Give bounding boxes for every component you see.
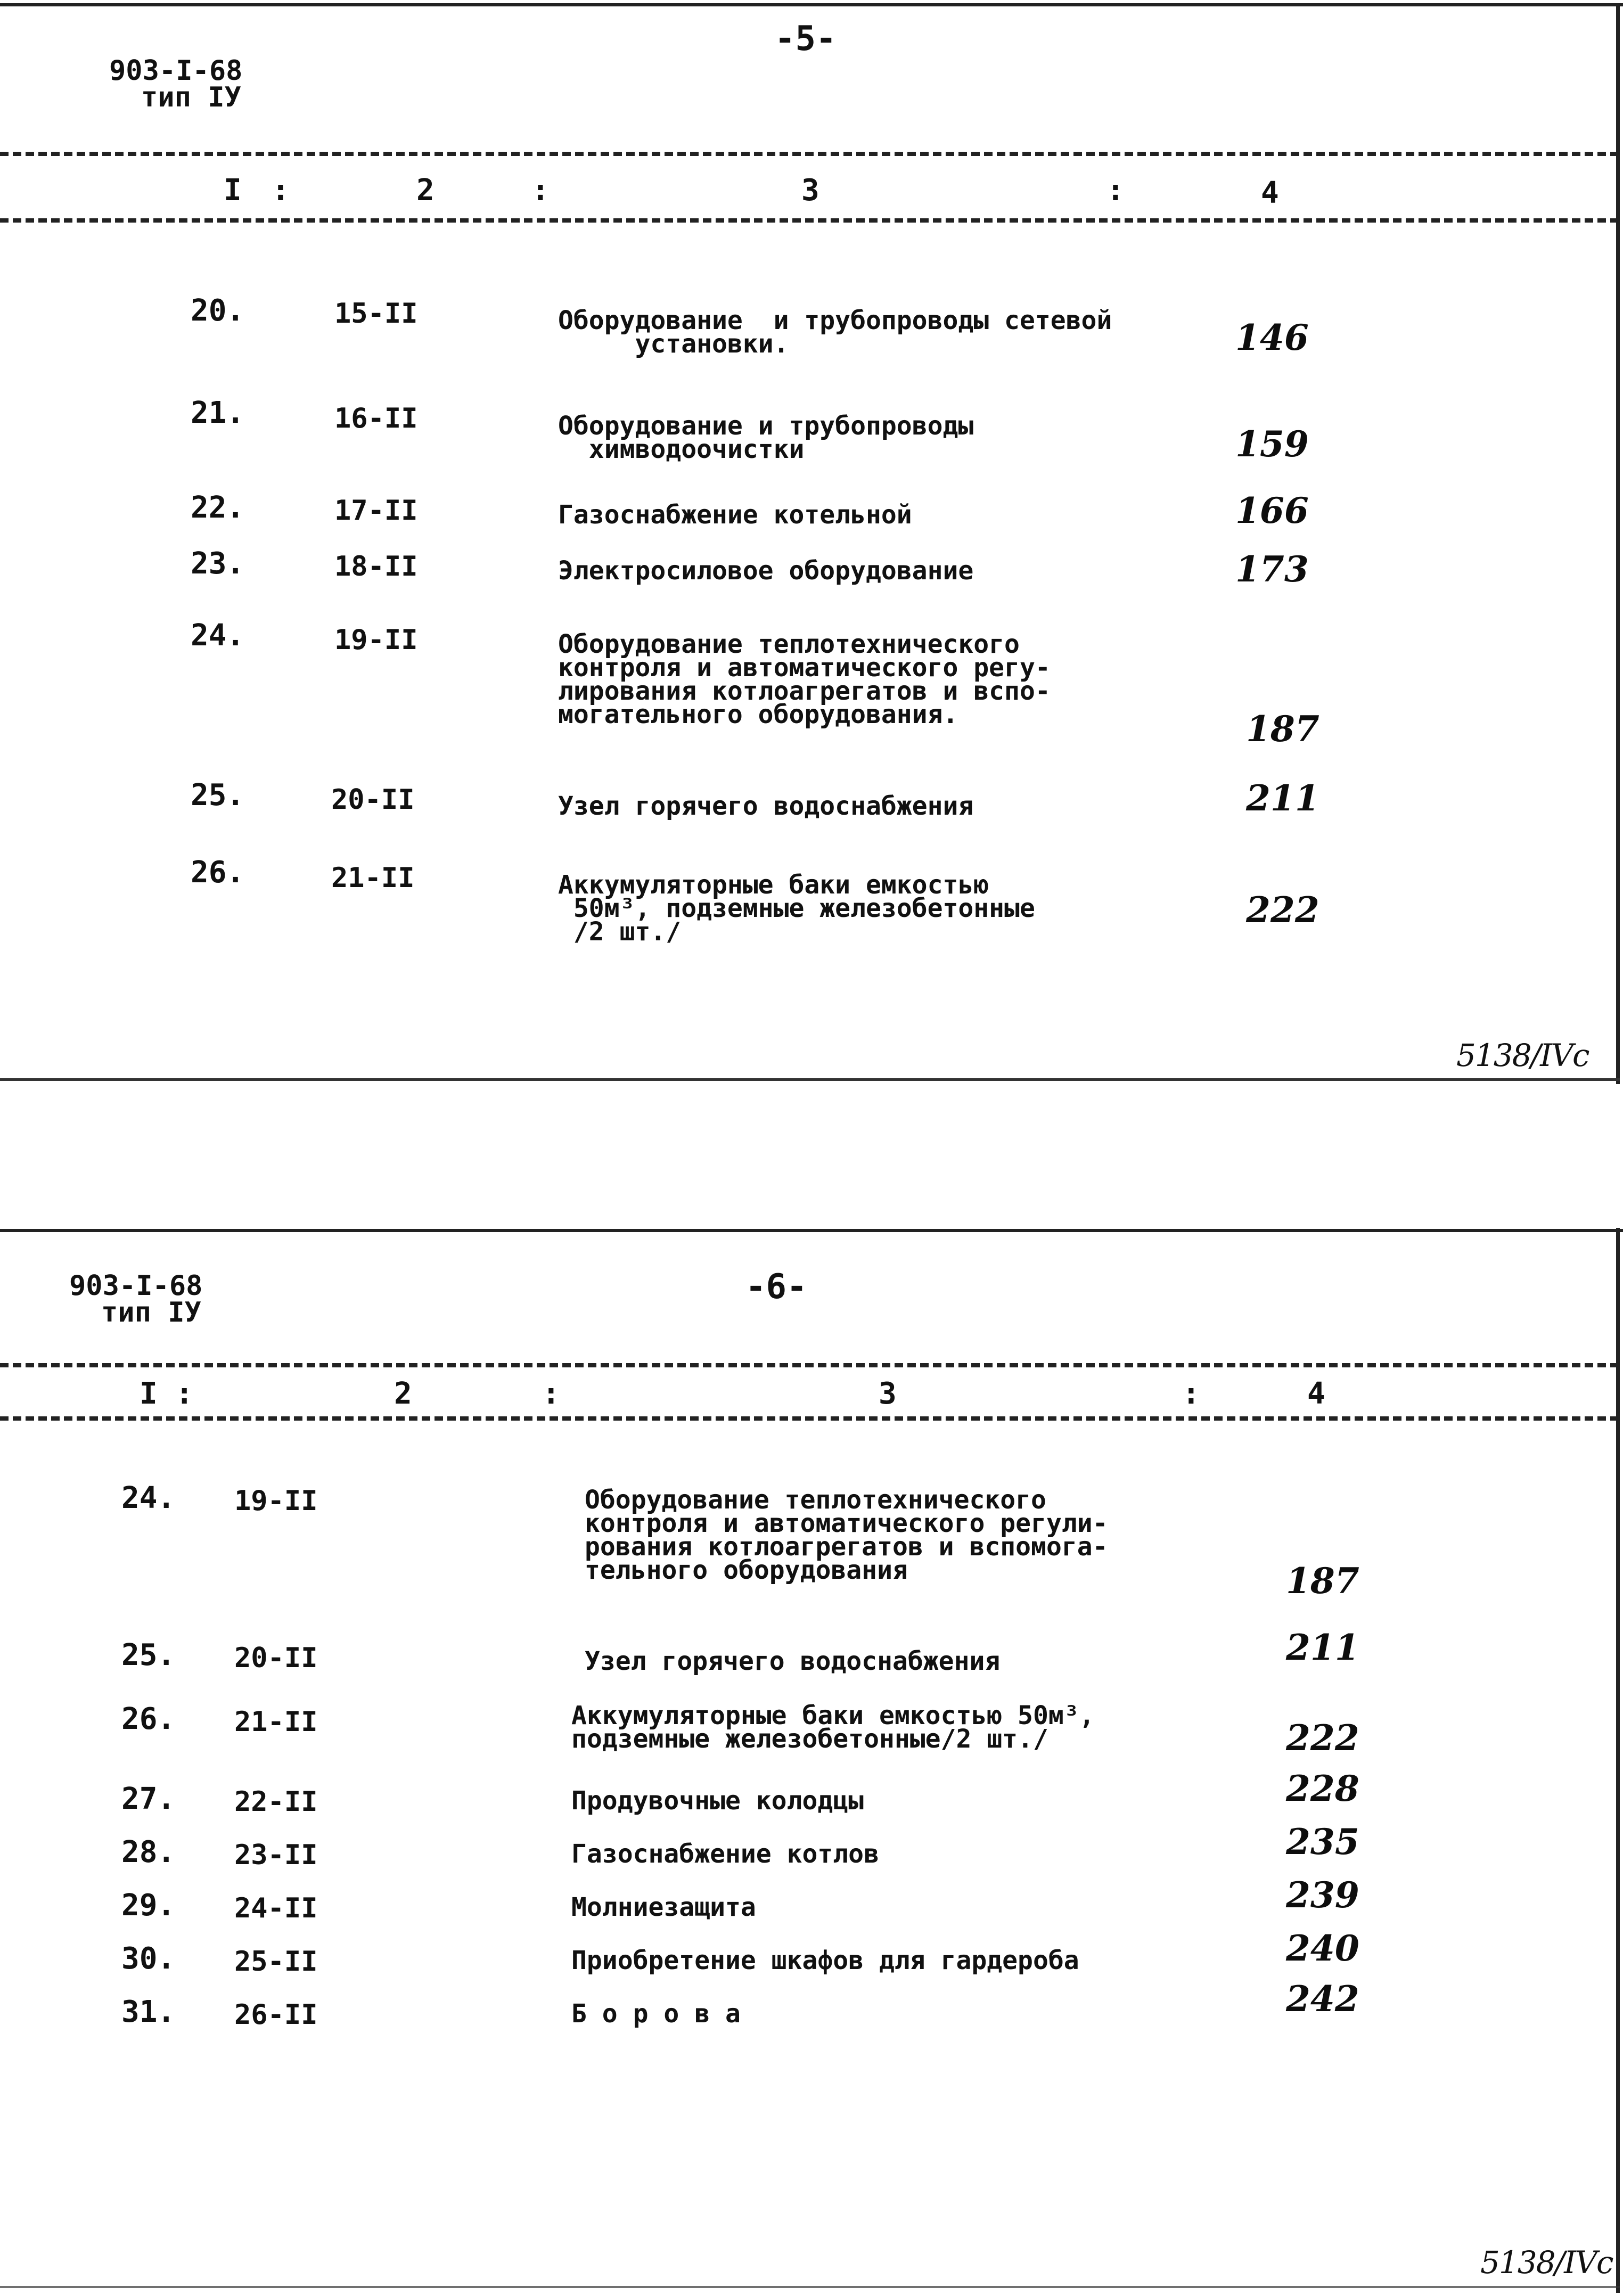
col-header-2: 2 bbox=[394, 1376, 412, 1411]
row-description: Аккумуляторные баки емкостью 50м³, подземные железобетонные/2 шт./ bbox=[571, 1701, 1095, 1754]
row-number: 22. bbox=[191, 490, 245, 525]
row-description: Б о р о в а bbox=[571, 1999, 741, 2029]
row-page: 146 bbox=[1235, 317, 1309, 358]
doc-type: тип IУ bbox=[101, 1297, 201, 1329]
row-code: 17-II bbox=[334, 495, 418, 527]
page-number: -6- bbox=[745, 1267, 807, 1307]
row-number: 31. bbox=[121, 1995, 176, 2029]
row-description: Оборудование теплотехнического контроля и автоматического регу- лирования котлоагрегатов и вспо- могательного оборудования. bbox=[558, 629, 1051, 729]
row-code: 16-II bbox=[334, 403, 418, 434]
row-page: 166 bbox=[1235, 490, 1309, 531]
row-code: 19-II bbox=[234, 1485, 318, 1517]
archive-stamp: 5138/IVc bbox=[1456, 1037, 1589, 1073]
row-code: 21-II bbox=[331, 862, 415, 894]
doc-code: 903-I-68 bbox=[109, 55, 243, 87]
row-description: Оборудование и трубопроводы сетевой установки. bbox=[558, 306, 1112, 359]
sheet-right-edge bbox=[1616, 1228, 1620, 2293]
col-header-1: I bbox=[224, 173, 242, 208]
col-header-2: 2 bbox=[416, 173, 435, 208]
row-description: Оборудование теплотехнического контроля и автоматического регули- рования котлоагрегатов и вспомога- тельного оборудования bbox=[585, 1485, 1108, 1585]
row-description: Приобретение шкафов для гардероба bbox=[571, 1946, 1079, 1975]
row-number: 26. bbox=[191, 855, 245, 890]
col-header-3: 3 bbox=[879, 1376, 897, 1411]
row-description: Узел горячего водоснабжения bbox=[558, 791, 974, 821]
row-code: 21-II bbox=[234, 1706, 318, 1738]
col-sep-1: : bbox=[272, 173, 290, 208]
row-code: 20-II bbox=[234, 1642, 318, 1674]
row-page: 211 bbox=[1286, 1627, 1359, 1668]
row-description: Молниезащита bbox=[571, 1892, 756, 1922]
row-page: 239 bbox=[1286, 1874, 1359, 1916]
row-number: 20. bbox=[191, 293, 245, 328]
doc-code: 903-I-68 bbox=[69, 1270, 203, 1302]
row-description: Оборудование и трубопроводы химводоочистки bbox=[558, 411, 974, 464]
row-code: 15-II bbox=[334, 298, 418, 330]
row-number: 28. bbox=[121, 1835, 176, 1869]
doc-type: тип IУ bbox=[141, 81, 241, 113]
row-code: 22-II bbox=[234, 1786, 318, 1818]
row-page: 235 bbox=[1286, 1821, 1359, 1863]
sheet-page-6 bbox=[0, 1225, 1623, 2296]
row-page: 187 bbox=[1246, 708, 1319, 750]
sheet-right-edge bbox=[1616, 3, 1620, 1084]
sheet-top-edge bbox=[0, 3, 1623, 6]
row-code: 25-II bbox=[234, 1946, 318, 1978]
col-sep-2: : bbox=[542, 1376, 560, 1411]
row-description: Газоснабжение котельной bbox=[558, 500, 912, 530]
row-number: 24. bbox=[191, 618, 245, 653]
col-sep-3: : bbox=[1182, 1376, 1200, 1411]
col-sep-3: : bbox=[1106, 173, 1125, 208]
col-header-1: I : bbox=[140, 1376, 194, 1411]
document-code bbox=[109, 55, 243, 113]
row-number: 26. bbox=[121, 1702, 176, 1736]
row-page: 228 bbox=[1286, 1768, 1359, 1809]
row-code: 24-II bbox=[234, 1892, 318, 1924]
row-number: 25. bbox=[191, 778, 245, 813]
col-header-4: 4 bbox=[1307, 1376, 1325, 1411]
header-divider-bottom bbox=[0, 1416, 1619, 1421]
row-description: Аккумуляторные баки емкостью 50м³, подземные железобетонные /2 шт./ bbox=[558, 870, 1035, 947]
row-page: 240 bbox=[1286, 1928, 1359, 1969]
col-sep-2: : bbox=[531, 173, 550, 208]
row-page: 242 bbox=[1286, 1978, 1359, 2020]
sheet-bottom-edge bbox=[0, 2286, 1620, 2288]
row-code: 19-II bbox=[334, 624, 418, 656]
header-divider-top bbox=[0, 152, 1619, 156]
row-description: Продувочные колодцы bbox=[571, 1786, 864, 1816]
row-code: 20-II bbox=[331, 784, 415, 816]
document-code bbox=[69, 1270, 203, 1329]
row-number: 23. bbox=[191, 546, 245, 581]
row-number: 29. bbox=[121, 1888, 176, 1923]
header-divider-bottom bbox=[0, 218, 1619, 223]
row-page: 187 bbox=[1286, 1560, 1359, 1602]
row-description: Электросиловое оборудование bbox=[558, 556, 974, 586]
row-page: 222 bbox=[1286, 1717, 1359, 1759]
row-code: 23-II bbox=[234, 1839, 318, 1871]
page-number: -5- bbox=[775, 19, 837, 59]
row-code: 26-II bbox=[234, 1999, 318, 2031]
row-number: 25. bbox=[121, 1638, 176, 1672]
header-divider-top bbox=[0, 1363, 1619, 1367]
row-page: 222 bbox=[1246, 889, 1319, 931]
row-description: Узел горячего водоснабжения bbox=[585, 1646, 1001, 1676]
sheet-bottom-edge bbox=[0, 1078, 1620, 1081]
row-description: Газоснабжение котлов bbox=[571, 1839, 879, 1869]
row-number: 27. bbox=[121, 1782, 176, 1816]
row-number: 21. bbox=[191, 396, 245, 430]
sheet-top-edge bbox=[0, 1229, 1623, 1232]
row-page: 173 bbox=[1235, 548, 1309, 590]
sheet-page-5 bbox=[0, 0, 1623, 1089]
row-code: 18-II bbox=[334, 551, 418, 583]
col-header-4: 4 bbox=[1261, 176, 1279, 210]
row-number: 24. bbox=[121, 1481, 176, 1515]
row-number: 30. bbox=[121, 1941, 176, 1976]
archive-stamp: 5138/IVc bbox=[1480, 2244, 1613, 2281]
row-page: 211 bbox=[1246, 777, 1319, 819]
row-page: 159 bbox=[1235, 423, 1309, 465]
col-header-3: 3 bbox=[801, 173, 819, 208]
